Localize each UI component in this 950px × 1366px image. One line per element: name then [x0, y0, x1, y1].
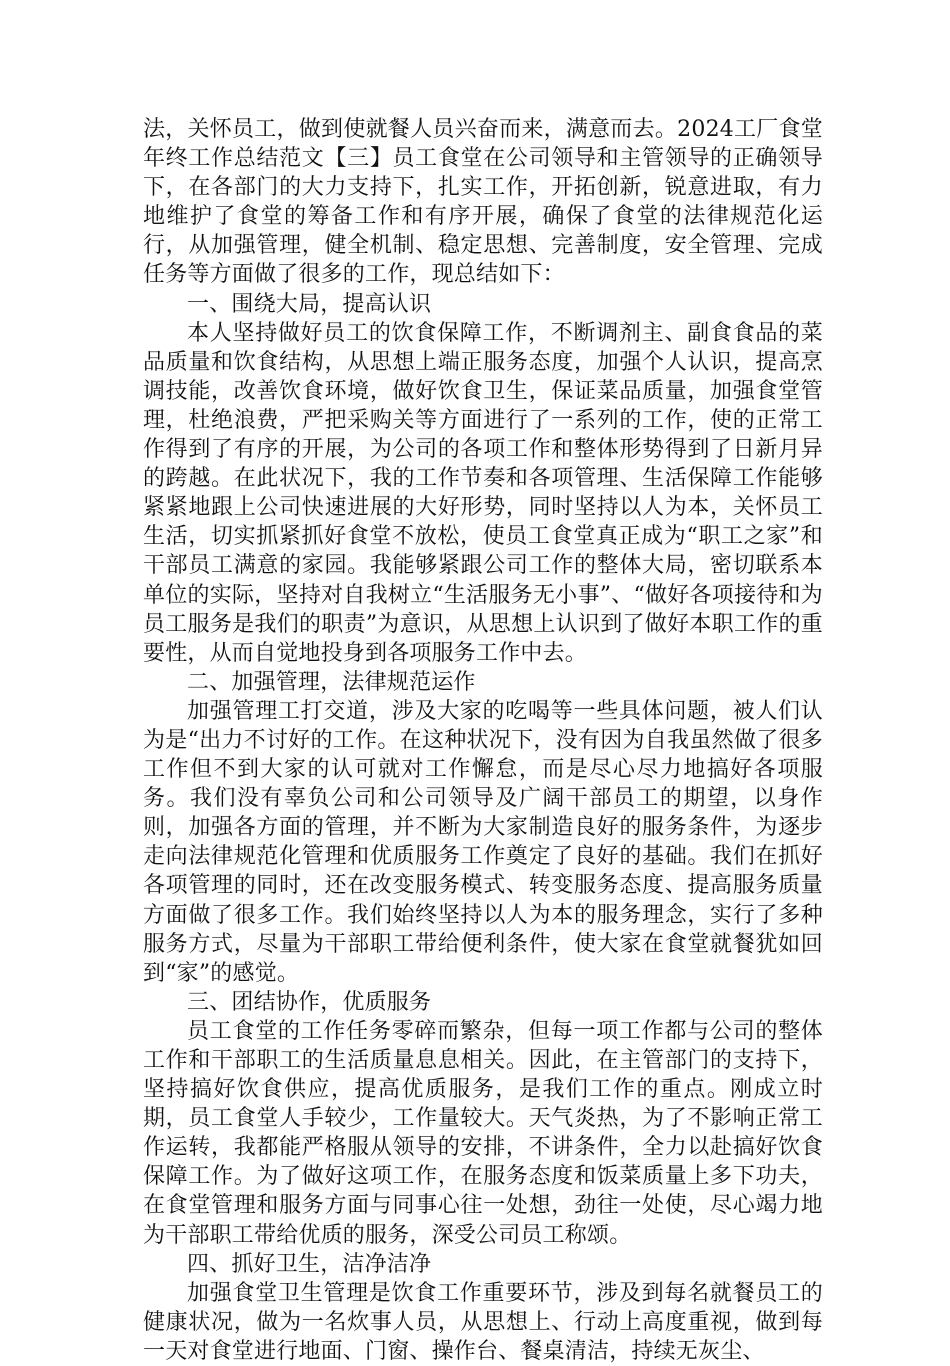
body-paragraph: 员工食堂的工作任务零碎而繁杂，但每一项工作都与公司的整体工作和干部职工的生活质量息息相关。因此，在主管部门的支持下，坚持搞好饮食供应，提高优质服务，是我们工作的重点。刚成立时期，员工食堂人手较少，工作量较大。天气炎热，为了不影响正常工作运转，我都能严格服从领导的安排，不讲条件，全力以赴搞好饮食保障工作。为了做好这项工作，在服务态度和饭菜质量上多下功夫，在食堂管理和服务方面与同事心往一处想，劲往一处使，尽心竭力地为干部职工带给优质的服务，深受公司员工称颂。: [143, 1018, 823, 1248]
body-paragraph: 加强食堂卫生管理是饮食工作重要环节，涉及到每名就餐员工的健康状况，做为一名炊事人员，从思想上、行动上高度重视，做到每一天对食堂进行地面、门窗、操作台、餐桌清洁，持续无灰尘、: [143, 1280, 823, 1364]
body-paragraph: 加强管理工打交道，涉及大家的吃喝等一些具体问题，被人们认为是“出力不讨好的工作。在这种状况下，没有因为自我虽然做了很多工作但不到大家的认可就对工作懈怠，而是尽心尽力地搞好各项服务。我们没有辜负公司和公司领导及广阔干部员工的期望，以身作则，加强各方面的管理，并不断为大家制造良好的服务条件，为逐步走向法律规范化管理和优质服务工作奠定了良好的基础。我们在抓好各项管理的同时，还在改变服务模式、转变服务态度、提高服务质量方面做了很多工作。我们始终坚持以人为本的服务理念，实行了多种服务方式，尽量为干部职工带给便利条件，使大家在食堂就餐犹如回到“家”的感觉。: [143, 698, 823, 986]
body-paragraph: 本人坚持做好员工的饮食保障工作，不断调剂主、副食食品的菜品质量和饮食结构，从思想上端正服务态度，加强个人认识，提高烹调技能，改善饮食环境，做好饮食卫生，保证菜品质量，加强食堂管理，杜绝浪费，严把采购关等方面进行了一系列的工作，使的正常工作得到了有序的开展，为公司的各项工作和整体形势得到了日新月异的跨越。在此状况下，我的工作节奏和各项管理、生活保障工作能够紧紧地跟上公司快速进展的大好形势，同时坚持以人为本，关怀员工生活，切实抓紧抓好食堂不放松，使员工食堂真正成为“职工之家”和干部员工满意的家园。我能够紧跟公司工作的整体大局，密切联系本单位的实际，坚持对自我树立“生活服务无小事”、“做好各项接待和为员工服务是我们的职责”为意识，从思想上认识到了做好本职工作的重要性，从而自觉地投身到各项服务工作中去。: [143, 320, 823, 666]
section-heading: 四、抓好卫生，洁净洁净: [187, 1251, 432, 1277]
section-heading: 一、围绕大局，提高认识: [187, 291, 432, 317]
document-page: [143, 115, 823, 1366]
section-heading: 三、团结协作，优质服务: [187, 989, 432, 1015]
section-heading: 二、加强管理，法律规范运作: [187, 669, 476, 695]
body-paragraph: 法，关怀员工，做到使就餐人员兴奋而来，满意而去。2024工厂食堂年终工作总结范文【三】员工食堂在公司领导和主管领导的正确领导下，在各部门的大力支持下，扎实工作，开拓创新，锐意进取，有力地维护了食堂的筹备工作和有序开展，确保了食堂的法律规范化运行，从加强管理，健全机制、稳定思想、完善制度，安全管理、完成任务等方面做了很多的工作，现总结如下：: [143, 117, 823, 288]
